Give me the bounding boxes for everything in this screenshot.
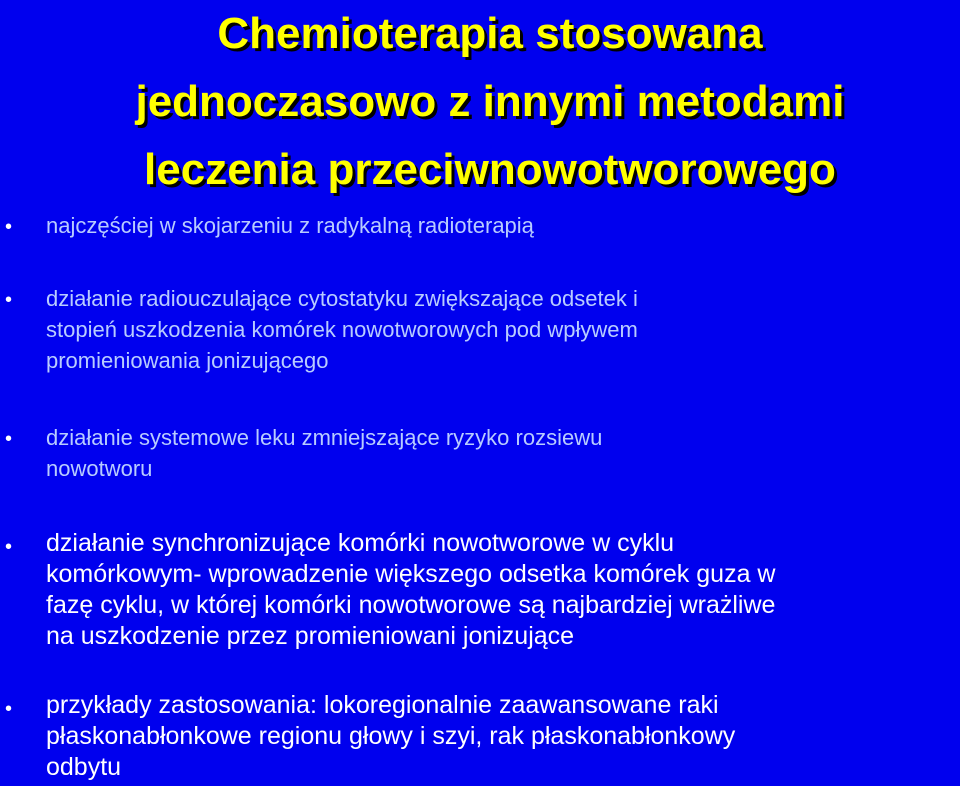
slide-title-line-3: leczenia przeciwnowotworowego bbox=[144, 145, 836, 194]
bullet-text: działanie radiouczulające cytostatyku zwiększające odsetek i stopień uszkodzenia komórek nowotworowych pod wpływem promieniowania jonizującego bbox=[46, 286, 638, 373]
slide-title bbox=[20, 0, 960, 204]
list-item bbox=[0, 690, 960, 783]
bullet-text: działanie synchronizujące komórki nowotworowe w cyklu komórkowym- wprowadzenie większego odsetka komórek guza w fazę cyklu, w której komórki nowotworowe są najbardziej wrażliwe na uszkodzenie przez promieniowani jonizujące bbox=[46, 529, 776, 650]
bullet-icon: • bbox=[5, 428, 13, 450]
list-item bbox=[0, 528, 960, 652]
bullet-icon: • bbox=[5, 216, 13, 238]
slide-title-line-2: jednoczasowo z innymi metodami bbox=[135, 77, 845, 126]
bullet-text: przykłady zastosowania: lokoregionalnie zaawansowane raki płaskonabłonkowe regionu głowy i szyi, rak płaskonabłonkowy odbytu bbox=[46, 691, 736, 781]
slide-title-line-1: Chemioterapia stosowana bbox=[217, 9, 763, 58]
bullet-text: działanie systemowe leku zmniejszające ryzyko rozsiewu nowotworu bbox=[46, 425, 603, 481]
list-item bbox=[0, 210, 960, 241]
bullet-icon: • bbox=[5, 698, 13, 720]
bullet-text: najczęściej w skojarzeniu z radykalną radioterapią bbox=[46, 213, 534, 238]
list-item bbox=[0, 283, 960, 376]
bullet-icon: • bbox=[5, 536, 13, 558]
bullet-icon: • bbox=[5, 289, 13, 311]
list-item bbox=[0, 422, 960, 484]
